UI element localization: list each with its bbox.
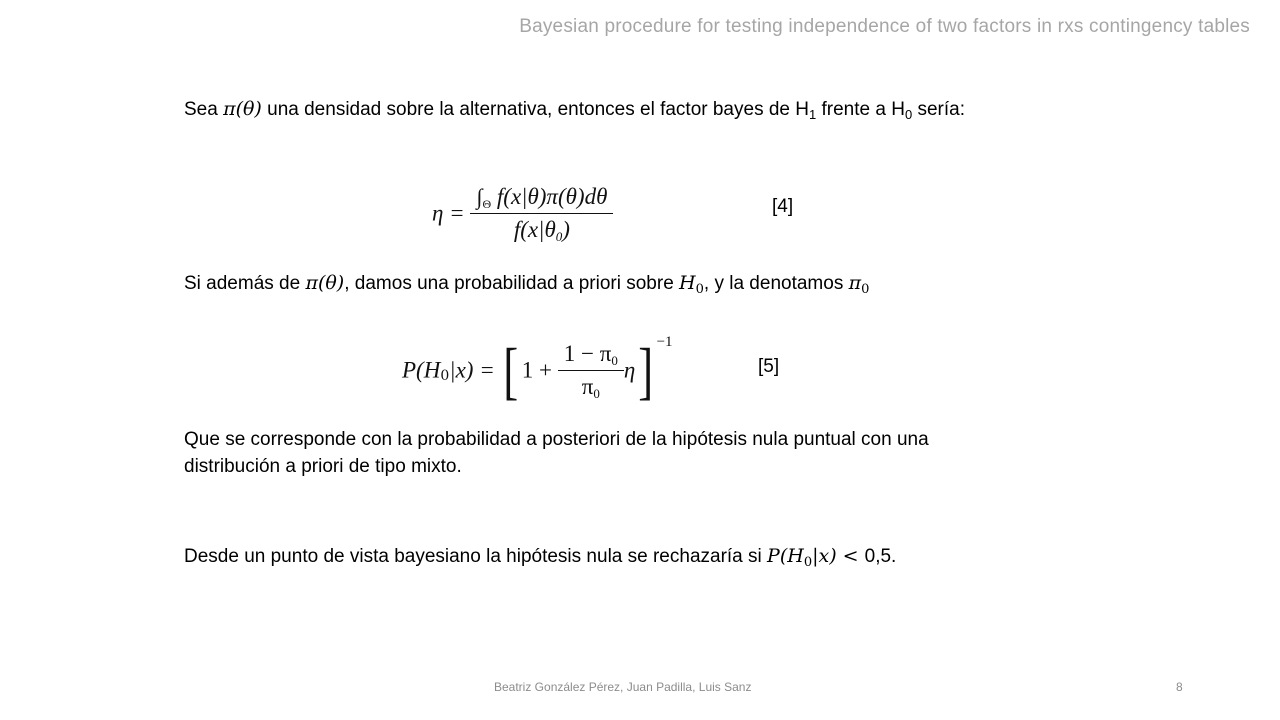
intro-middle: una densidad sobre la alternativa, entonces el factor bayes de H — [261, 99, 809, 120]
eta-factor: η — [623, 357, 636, 383]
denominator-sub: 0 — [555, 229, 563, 244]
threshold-value: 0,5. — [864, 546, 897, 567]
intro-suffix: sería: — [912, 99, 965, 120]
prior-middle: , damos una probabilidad a priori sobre — [344, 273, 680, 294]
prior-odds-num-text: 1 − π — [563, 341, 612, 367]
rejection-rule-sentence — [184, 543, 896, 570]
prior-odds-num-sub: 0 — [611, 353, 618, 369]
prior-odds-numerator — [558, 341, 624, 370]
numerator-expression: f(x|θ)π(θ)dθ — [496, 184, 608, 209]
bayes-factor-fraction — [470, 184, 613, 243]
prior-mid2: , y la denotamos — [703, 273, 849, 294]
posterior-math-close: |x) — [812, 545, 837, 567]
prior-odds-fraction — [558, 341, 624, 400]
h0-subscript: 0 — [904, 107, 913, 122]
eta-lhs: η = — [432, 200, 465, 226]
pi0-math: π — [848, 272, 862, 294]
bayes-factor-denominator — [470, 213, 613, 243]
posterior-lhs: P(H — [402, 357, 441, 383]
denominator-expression: f(x|θ — [513, 217, 556, 242]
intro-mid2: frente a H — [816, 99, 905, 120]
pi-theta-math: π(θ) — [223, 98, 262, 120]
slide-header-title: Bayesian procedure for testing independence of two factors in rxs contingency tables — [519, 16, 1250, 37]
less-than-sign: < — [836, 545, 865, 567]
pi-theta-math-2: π(θ) — [305, 272, 345, 294]
posterior-lhs-sub: 0 — [440, 368, 450, 384]
denominator-close: ) — [562, 217, 570, 242]
prior-odds-den-sub: 0 — [593, 386, 600, 402]
pi0-math-sub: 0 — [861, 282, 870, 297]
h1-subscript: 1 — [808, 107, 817, 122]
posterior-lhs-close: |x) = — [449, 357, 495, 383]
prior-odds-den-text: π — [581, 374, 594, 400]
left-bracket: [ — [503, 334, 519, 406]
right-bracket: ] — [638, 334, 654, 406]
intro-sentence — [184, 96, 965, 123]
interpretation-line-a: Que se corresponde con la probabilidad a posteriori de la hipótesis nula puntual con una — [184, 429, 929, 450]
prior-prefix: Si además de — [184, 273, 306, 294]
intro-prefix: Sea — [184, 99, 224, 120]
h0-math: H — [679, 272, 696, 294]
equation-posterior — [402, 334, 673, 410]
bayes-factor-numerator — [470, 184, 613, 213]
integral-sign: ∫ — [476, 184, 483, 209]
rejection-prefix: Desde un punto de vista bayesiano la hipótesis nula se rechazaría si — [184, 546, 768, 567]
interpretation-paragraph — [184, 426, 929, 480]
equation-label-4: [4] — [772, 196, 794, 217]
equation-label-5: [5] — [758, 356, 780, 377]
inverse-exponent: −1 — [656, 334, 673, 350]
prior-sentence — [184, 270, 869, 297]
integral-domain: Θ — [482, 197, 492, 211]
h0-math-sub: 0 — [695, 282, 704, 297]
prior-odds-denominator — [558, 370, 624, 400]
interpretation-line-b: distribución a priori de tipo mixto. — [184, 456, 462, 477]
posterior-math-sub: 0 — [803, 555, 813, 570]
posterior-math: P(H — [767, 545, 804, 567]
one-plus: 1 + — [521, 357, 553, 383]
equation-bayes-factor — [432, 184, 613, 243]
slide-number: 8 — [1176, 680, 1183, 694]
footer-authors: Beatriz González Pérez, Juan Padilla, Luis Sanz — [494, 680, 752, 694]
